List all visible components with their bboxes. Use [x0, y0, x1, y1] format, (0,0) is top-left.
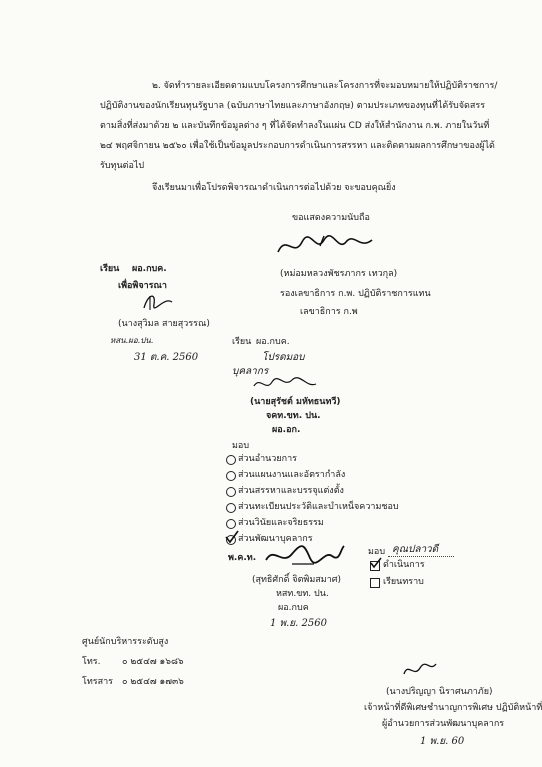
note2-hand-note-2: บุคลากร	[232, 366, 269, 377]
assign-checkbox-2[interactable]	[226, 471, 236, 481]
right-box-checkbox-2[interactable]	[370, 578, 380, 588]
assign-label: มอบ	[232, 441, 250, 451]
right-box-underline	[388, 556, 454, 557]
note2-position: จคท.ขท. ปน.	[266, 411, 321, 421]
signature-note1	[138, 290, 178, 314]
note1-to-value: ผอ.กบค.	[132, 264, 167, 274]
assign-item-1: ส่วนอำนวยการ	[238, 454, 297, 464]
note1-purpose: เพื่อพิจารณา	[118, 281, 167, 291]
paragraph-2-line-1: ๒. จัดทำรายละเอียดตามแบบโครงการศึกษาและโครงการที่จะมอบหมายให้ปฏิบัติราชการ/	[152, 81, 498, 91]
assign-checkbox-4[interactable]	[226, 503, 236, 513]
assign-item-6: ส่วนพัฒนาบุคลากร	[238, 534, 313, 544]
signature-footer	[400, 658, 440, 682]
note1-position: หสน.ผอ.ปน.	[110, 336, 154, 345]
note2-name: (นายสุรัชต์ มหัทธนทวี)	[250, 397, 341, 407]
closing-sentence: จึงเรียนมาเพื่อโปรดพิจารณาดำเนินการต่อไปด้วย จะขอบคุณยิ่ง	[152, 183, 396, 193]
right-box-label: มอบ	[368, 547, 386, 557]
note3-date: 1 พ.ย. 2560	[270, 618, 327, 629]
check-mark-icon	[369, 556, 383, 570]
note3-name: (สุทธิศักดิ์ จิตพิมสมาศ)	[252, 575, 341, 585]
note1-name: (นางสุวิมล สายสุวรรณ)	[118, 319, 210, 329]
signature-note2	[250, 372, 320, 394]
footer-name: (นางปริญญา นิราศนภาภัย)	[386, 687, 493, 697]
right-box-hand: คุณปลาวดี	[392, 544, 439, 555]
note3-position: หสท.ขท. ปน.	[276, 589, 329, 599]
signer-title-1: รองเลขาธิการ ก.พ. ปฏิบัติราชการแทน	[280, 289, 431, 299]
assign-item-5: ส่วนวินัยและจริยธรรม	[238, 518, 324, 528]
note2-to-value: ผอ.กบค.	[256, 337, 290, 347]
right-box-option-1: ดำเนินการ	[383, 560, 425, 570]
note2-to-label: เรียน	[232, 337, 252, 347]
paragraph-2-line-5: รับทุนต่อไป	[100, 161, 145, 171]
signature-main	[272, 228, 382, 264]
note1-to-label: เรียน	[100, 264, 120, 274]
signer-name: (หม่อมหลวงพัชรภากร เทวกุล)	[280, 269, 398, 279]
footer-date: 1 พ.ย. 60	[420, 736, 465, 747]
paragraph-2-line-3: ตามสิ่งที่ส่งมาด้วย ๒ และบันทึกข้อมูลต่าง ๆ ที่ได้จัดทำลงในแผ่น CD ส่งให้สำนักงาน ก.พ. ภายในวันที่	[100, 121, 490, 131]
right-box-option-2: เรียนทราบ	[383, 577, 424, 587]
assign-item-4: ส่วนทะเบียนประวัติและบำเหน็จความชอบ	[238, 502, 399, 512]
assign-checkbox-1[interactable]	[226, 455, 236, 465]
note2-hand-note: โปรดมอบ	[262, 352, 305, 363]
footer-position-2: ผู้อำนวยการส่วนพัฒนาบุคลากร	[382, 719, 505, 729]
phone-label: โทร.	[82, 657, 101, 667]
assign-item-3: ส่วนสรรหาและบรรจุแต่งตั้ง	[238, 486, 344, 496]
paragraph-2-line-4: ๒๔ พฤศจิกายน ๒๕๖๐ เพื่อใช้เป็นข้อมูลประกอบการดำเนินการสรรหา และติดตามผลการศึกษาของผู้ได้	[100, 141, 495, 151]
fax-label: โทรสาร	[82, 677, 113, 687]
note3-to-line: ผอ.กบค	[278, 603, 309, 613]
assign-checkbox-5[interactable]	[226, 519, 236, 529]
note1-date: 31 ต.ค. 2560	[134, 352, 199, 363]
fax-value: ๐ ๒๕๔๗ ๑๗๓๖	[122, 677, 184, 687]
note2-to-line: ผอ.อก.	[272, 425, 301, 435]
signature-note3	[262, 540, 348, 570]
assign-item-2: ส่วนแผนงานและอัตรากำลัง	[238, 470, 346, 480]
office-name: ศูนย์นักบริหารระดับสูง	[82, 637, 169, 647]
paragraph-2-line-2: ปฏิบัติงานของนักเรียนทุนรัฐบาล (ฉบับภาษาไทยและภาษาอังกฤษ) ตามประเภทของทุนที่ได้รับจัดสรร	[100, 101, 486, 111]
signer-title-2: เลขาธิการ ก.พ	[300, 307, 358, 317]
footer-position-1: เจ้าหน้าที่ดีพิเศษชำนาญการพิเศษ ปฏิบัติหน้าที่	[364, 703, 542, 713]
regards-text: ขอแสดงความนับถือ	[292, 213, 370, 223]
note3-prefix: พ.ค.ท.	[228, 553, 257, 563]
assign-checkbox-3[interactable]	[226, 487, 236, 497]
phone-value: ๐ ๒๕๔๗ ๑๖๘๖	[122, 657, 184, 667]
